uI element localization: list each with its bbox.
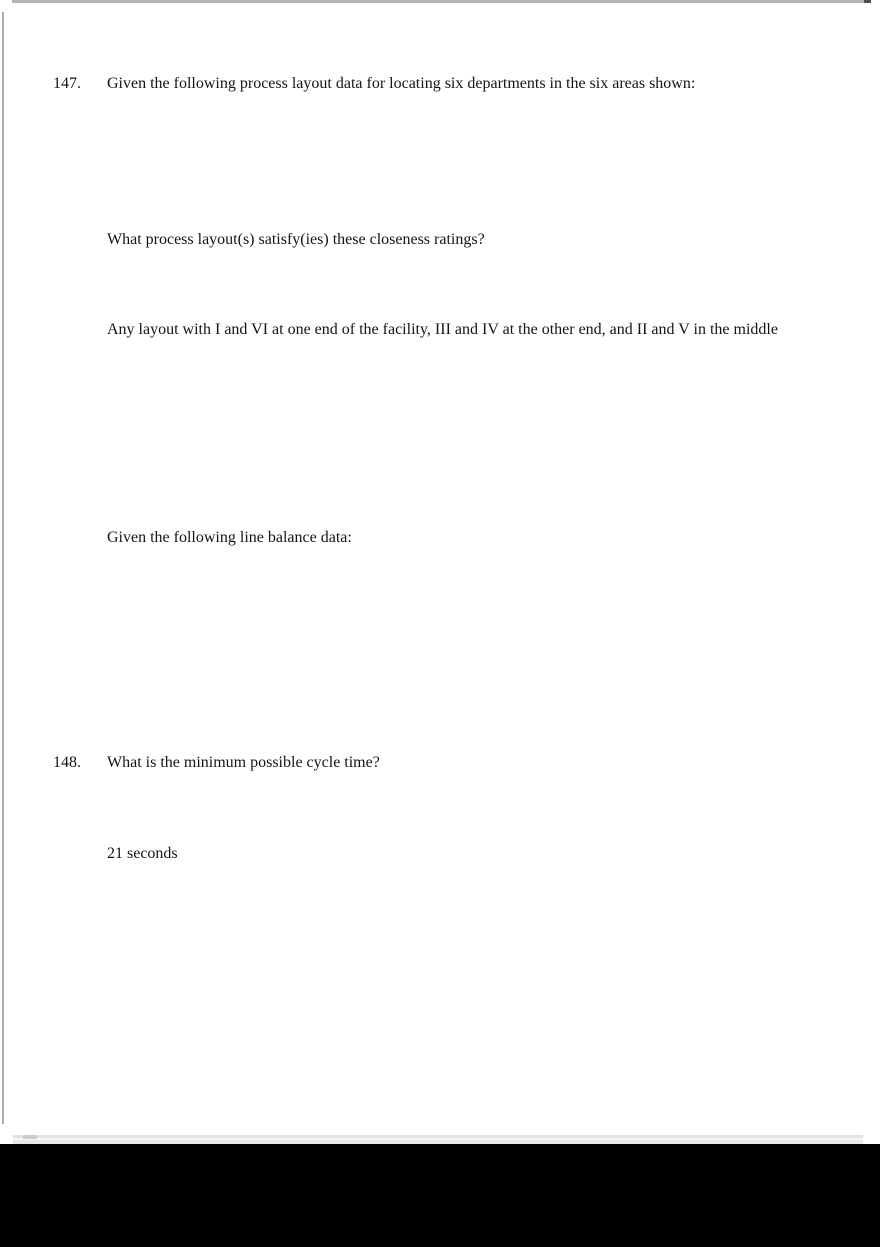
question-148-number: 148. — [53, 754, 81, 771]
question-147-number: 147. — [53, 75, 81, 92]
question-148-answer: 21 seconds — [107, 845, 178, 862]
horizontal-scrollbar-thumb[interactable] — [23, 1135, 37, 1139]
horizontal-scrollbar[interactable] — [13, 1135, 863, 1144]
page-top-border — [12, 0, 864, 3]
letterbox-footer — [0, 1144, 880, 1247]
page-left-border — [2, 12, 4, 1124]
question-147-subquestion: What process layout(s) satisfy(ies) these closeness ratings? — [107, 231, 485, 248]
question-147-prompt: Given the following process layout data for locating six departments in the six areas shown: — [107, 75, 696, 92]
line-balance-intro: Given the following line balance data: — [107, 529, 352, 546]
question-148-prompt: What is the minimum possible cycle time? — [107, 754, 380, 771]
page-top-border-tip — [864, 0, 871, 3]
question-147-answer: Any layout with I and VI at one end of the facility, III and IV at the other end, and II and V in the middle — [107, 321, 778, 338]
